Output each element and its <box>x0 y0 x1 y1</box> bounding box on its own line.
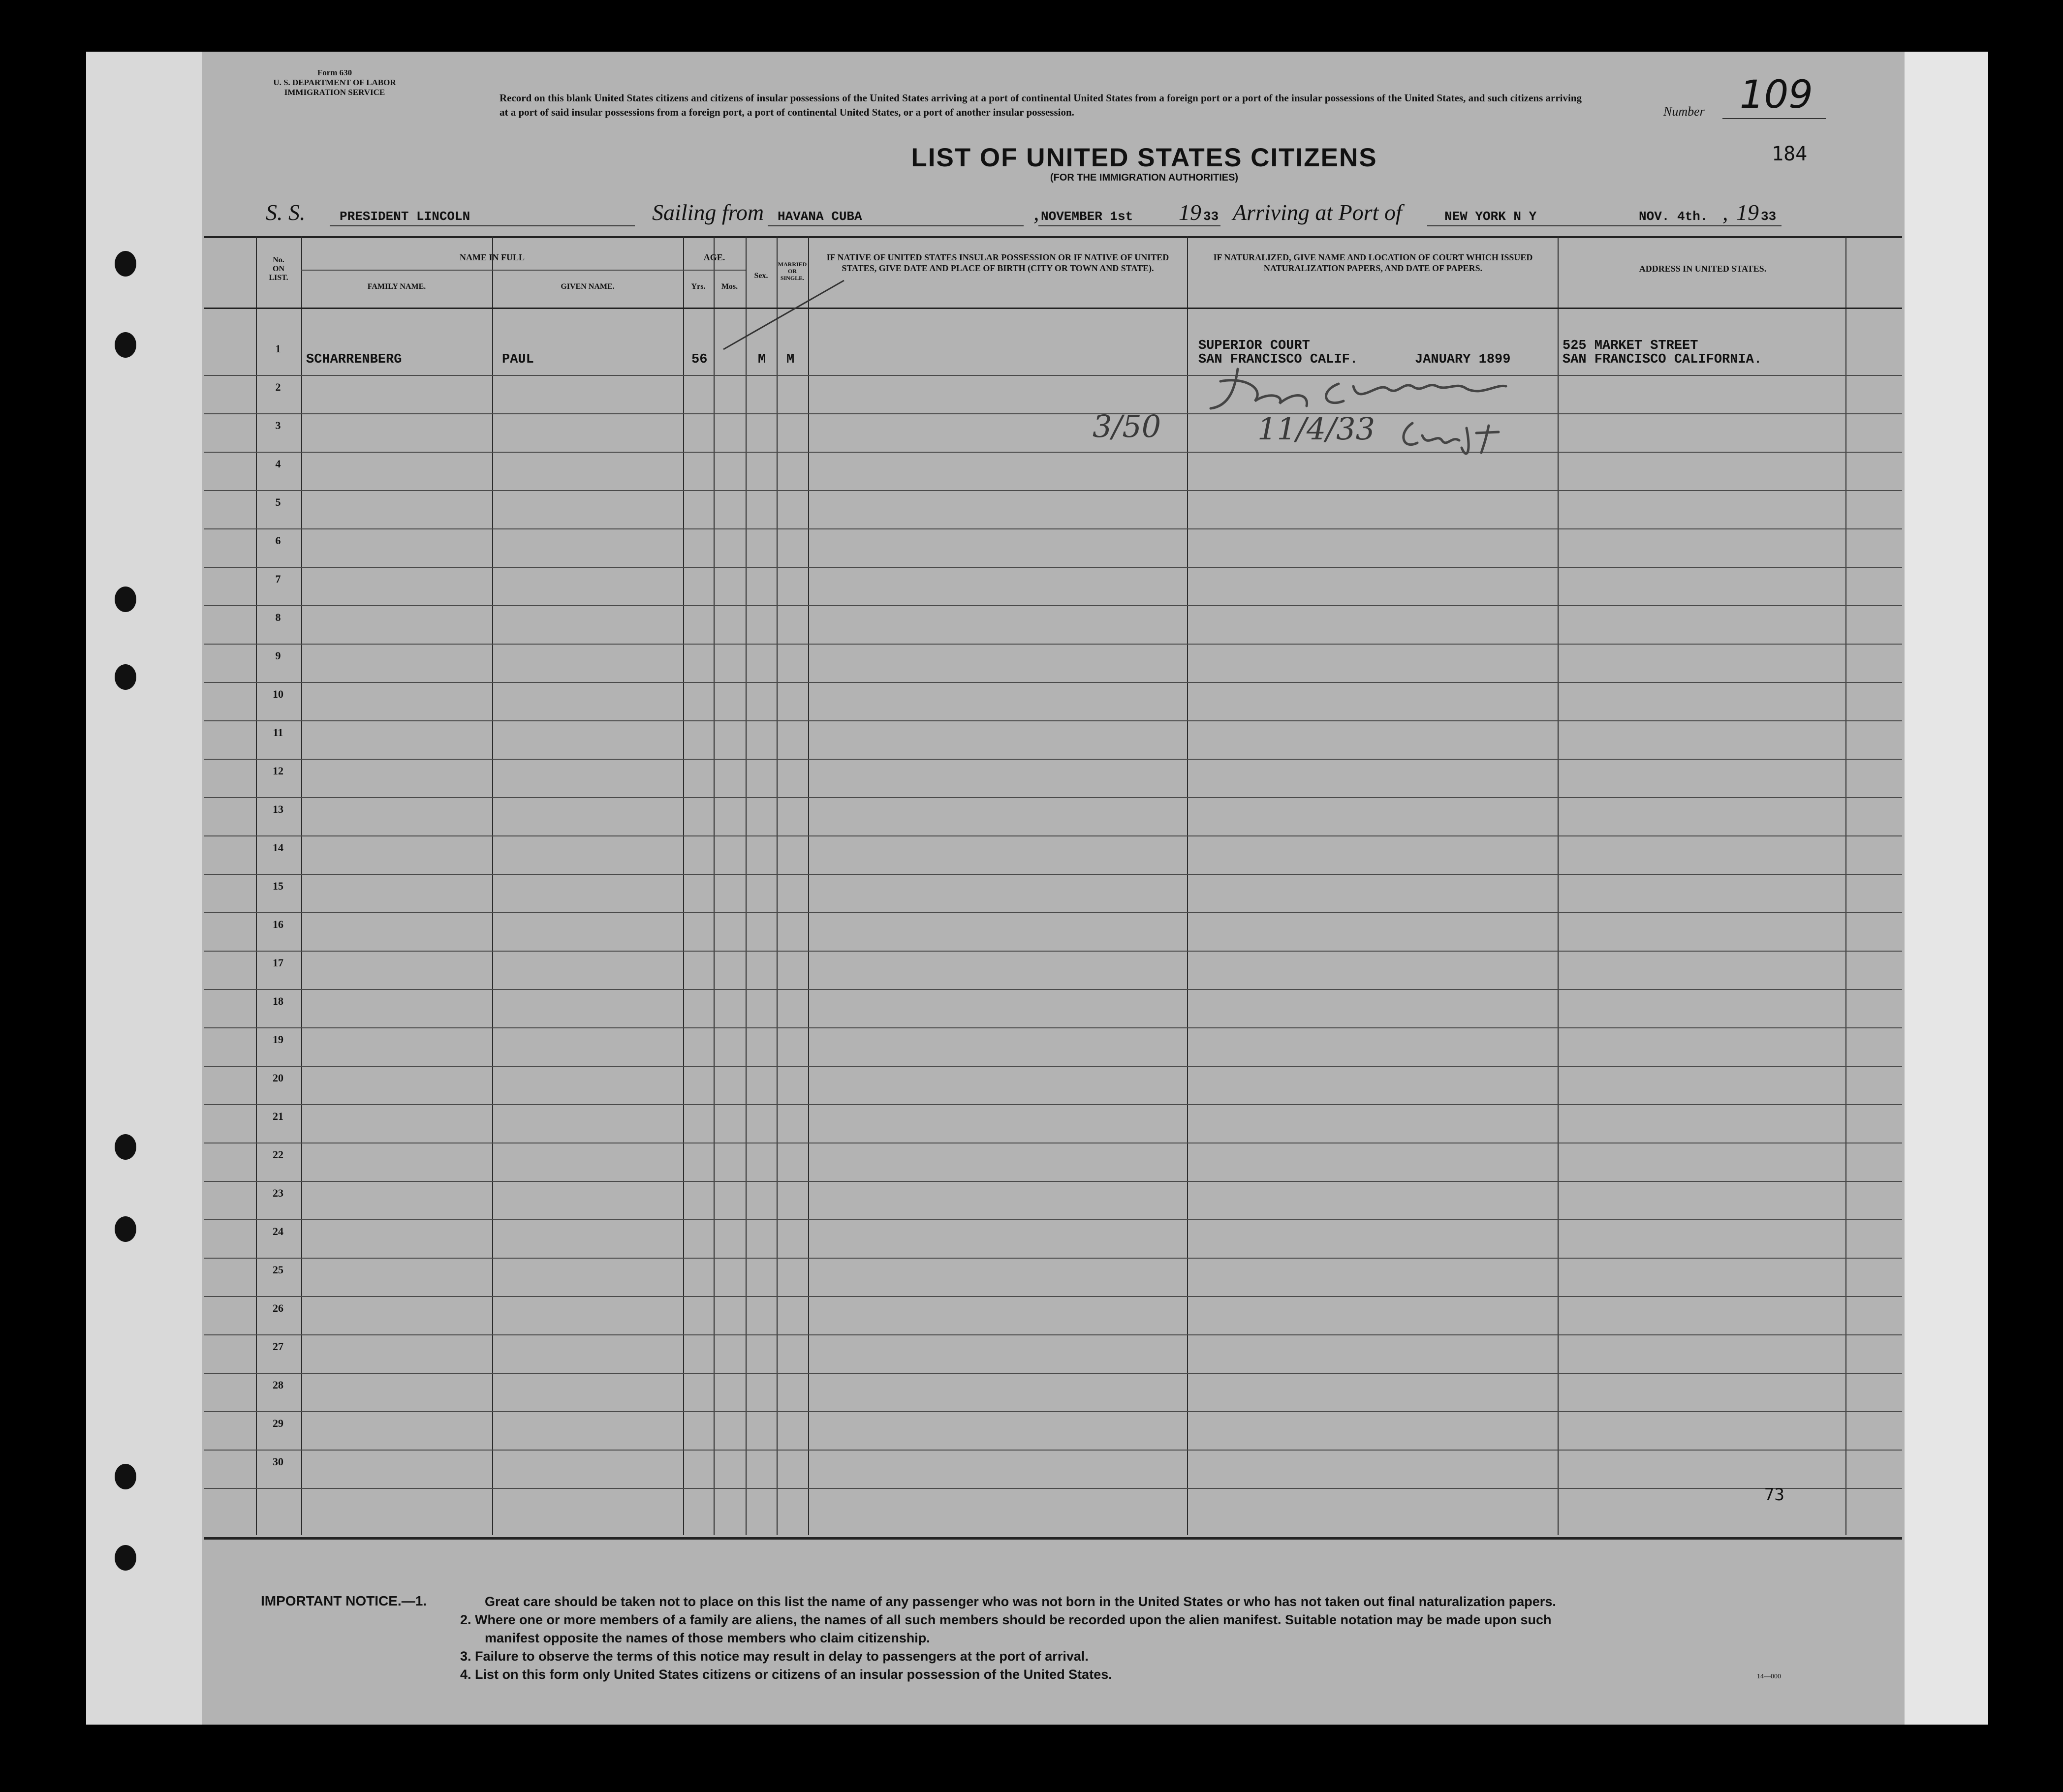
sheet-number: 73 <box>1764 1485 1784 1505</box>
row-rule <box>204 1104 1902 1105</box>
row-rule <box>204 413 1902 414</box>
year-prefix: 19 <box>1179 200 1201 225</box>
row-rule <box>204 452 1902 453</box>
row-number: 28 <box>273 1379 283 1391</box>
ss-label: S. S. <box>266 200 306 225</box>
row-rule <box>204 720 1902 721</box>
diagonal-tick-mark <box>719 276 846 354</box>
header-naturalized: IF NATURALIZED, GIVE NAME AND LOCATION OF COURT WHICH ISSUED NATURALIZATION PAPERS, AND DATE OF PAPERS. <box>1213 252 1533 273</box>
page-title: LIST OF UNITED STATES CITIZENS <box>911 143 1377 172</box>
punch-hole <box>115 1216 136 1242</box>
notice-heading: IMPORTANT NOTICE.—1. <box>261 1593 427 1608</box>
row-number: 25 <box>273 1264 283 1276</box>
row-number: 12 <box>273 765 283 777</box>
entry-address-line2: SAN FRANCISCO CALIFORNIA. <box>1563 352 1762 367</box>
row-number: 16 <box>273 918 283 930</box>
row-rule <box>204 528 1902 529</box>
column-divider <box>683 236 684 1535</box>
row-number: 23 <box>273 1187 283 1199</box>
arrival-year-prefix: 19 <box>1736 200 1759 225</box>
form-identifier: Form 630 U. S. DEPARTMENT OF LABOR IMMIGRATION SERVICE <box>273 68 396 97</box>
header-age: AGE. <box>703 252 725 262</box>
number-label: Number <box>1663 104 1705 119</box>
comma: , <box>1722 200 1728 225</box>
entry-court-date: JANUARY 1899 <box>1415 352 1511 367</box>
row-number: 5 <box>275 496 281 508</box>
arrival-date-underline <box>1634 225 1782 226</box>
row-rule <box>204 797 1902 798</box>
row-number: 1 <box>275 342 281 355</box>
header-sex: Sex. <box>754 272 768 280</box>
row-rule <box>204 989 1902 990</box>
row-number: 15 <box>273 880 283 892</box>
entry-court-line1: SUPERIOR COURT <box>1198 339 1310 353</box>
entry-family-name: SCHARRENBERG <box>306 352 402 367</box>
row-number: 30 <box>273 1455 283 1468</box>
column-divider <box>1558 236 1559 1535</box>
column-divider <box>808 236 809 1535</box>
row-number: 14 <box>273 841 283 854</box>
arrival-year: 33 <box>1761 209 1777 224</box>
notice-item-2-cont: manifest opposite the names of those members who claim citizenship. <box>485 1631 930 1645</box>
entry-age-years: 56 <box>691 352 708 367</box>
entry-address-line1: 525 MARKET STREET <box>1563 339 1698 353</box>
row-number: 22 <box>273 1148 283 1161</box>
row-rule <box>204 912 1902 913</box>
page-subtitle: (FOR THE IMMIGRATION AUTHORITIES) <box>1050 172 1239 183</box>
punch-hole <box>115 332 136 358</box>
arrival-port-underline <box>1427 225 1634 226</box>
punch-hole <box>115 1134 136 1160</box>
row-rule <box>204 1181 1902 1182</box>
entry-sex: M <box>758 352 766 367</box>
header-mos: Mos. <box>721 282 738 291</box>
handwritten-code: 3/50 <box>1093 408 1161 444</box>
header-address: ADDRESS IN UNITED STATES. <box>1639 264 1767 274</box>
arrival-port: NEW YORK N Y <box>1444 209 1537 224</box>
page-number: 184 <box>1772 143 1808 165</box>
row-rule <box>204 375 1902 376</box>
sailing-date: NOVEMBER 1st <box>1041 209 1133 224</box>
entry-given-name: PAUL <box>502 352 534 367</box>
row-number: 27 <box>273 1340 283 1353</box>
column-divider <box>492 236 493 1535</box>
comma: , <box>1033 200 1039 225</box>
row-rule <box>204 644 1902 645</box>
row-rule <box>204 835 1902 836</box>
header-family-name: FAMILY NAME. <box>367 282 426 291</box>
row-rule <box>204 605 1902 606</box>
left-margin-strip <box>86 52 202 1725</box>
row-number: 7 <box>275 573 281 585</box>
sailing-year: 33 <box>1203 209 1219 224</box>
column-divider <box>301 236 302 1535</box>
row-number: 3 <box>275 419 281 432</box>
row-rule <box>204 874 1902 875</box>
row-number: 20 <box>273 1072 283 1084</box>
row-rule <box>204 1258 1902 1259</box>
header-bottom-rule <box>204 308 1902 309</box>
passenger-table <box>204 236 1902 1540</box>
header-subdivider <box>301 270 683 271</box>
row-rule <box>204 1219 1902 1220</box>
punch-hole <box>115 587 136 612</box>
row-rule <box>204 490 1902 491</box>
row-number: 6 <box>275 534 281 547</box>
row-number: 18 <box>273 995 283 1007</box>
row-rule <box>204 1411 1902 1412</box>
entry-marital-status: M <box>786 352 795 367</box>
row-number: 21 <box>273 1110 283 1122</box>
notice-item-3: 3. Failure to observe the terms of this notice may result in delay to passengers at the port of arrival. <box>460 1649 1089 1664</box>
punch-hole <box>115 1545 136 1571</box>
row-number: 29 <box>273 1417 283 1429</box>
record-instructions: Record on this blank United States citizens and citizens of insular possessions of the United States arriving at a port of continental United States from a foreign port or a port of the insular possessions of the United States, and such citizens arriving at a port of said insular possessions from a foreign port, a port of continental United States, or a port of another insular possession. <box>500 92 1582 118</box>
row-number: 2 <box>275 381 281 393</box>
row-number: 8 <box>275 611 281 623</box>
sailing-label: Sailing from <box>652 200 764 225</box>
column-divider <box>714 236 715 1535</box>
row-number: 26 <box>273 1302 283 1314</box>
form-code: 14—000 <box>1757 1673 1781 1680</box>
row-rule <box>204 1296 1902 1297</box>
row-rule <box>204 1334 1902 1335</box>
notice-item-1: Great care should be taken not to place on this list the name of any passenger who was not born in the United States or who has not taken out final naturalization papers. <box>485 1594 1556 1609</box>
ship-name: PRESIDENT LINCOLN <box>340 209 470 224</box>
punch-hole <box>115 251 136 277</box>
header-no-on-list: No. ON LIST. <box>269 256 288 282</box>
arriving-label: Arriving at Port of <box>1233 200 1402 225</box>
punch-hole <box>115 1464 136 1489</box>
departure-underline <box>768 225 1024 226</box>
notice-item-2: 2. Where one or more members of a family are aliens, the names of all such members should be recorded upon the alien manifest. Suitable notation may be made upon such <box>460 1612 1552 1627</box>
row-rule <box>204 951 1902 952</box>
header-subdivider <box>683 270 746 271</box>
row-number: 13 <box>273 803 283 815</box>
row-rule <box>204 1027 1902 1028</box>
header-yrs: Yrs. <box>691 282 706 291</box>
row-rule <box>204 1066 1902 1067</box>
row-rule <box>204 759 1902 760</box>
handwritten-initials <box>1393 413 1516 458</box>
column-divider <box>777 236 778 1535</box>
right-margin-strip <box>1905 52 1988 1725</box>
notice-item-4: 4. List on this form only United States citizens or citizens of an insular possession of the United States. <box>460 1667 1112 1682</box>
punch-hole <box>115 664 136 690</box>
row-rule <box>204 1373 1902 1374</box>
arrival-date: NOV. 4th. <box>1639 209 1708 224</box>
column-divider <box>746 236 747 1535</box>
sailing-date-underline <box>1038 225 1220 226</box>
header-married-single: MARRIED OR SINGLE. <box>778 261 807 281</box>
header-name-in-full: NAME IN FULL <box>459 252 525 262</box>
row-rule <box>204 1450 1902 1451</box>
row-rule <box>204 567 1902 568</box>
row-number: 9 <box>275 649 281 662</box>
entry-court-line2: SAN FRANCISCO CALIF. <box>1198 352 1358 367</box>
ship-underline <box>330 225 635 226</box>
departure-port: HAVANA CUBA <box>778 209 862 224</box>
column-divider <box>1187 236 1188 1535</box>
row-number: 19 <box>273 1033 283 1046</box>
row-number: 17 <box>273 957 283 969</box>
row-number: 10 <box>273 688 283 700</box>
row-rule <box>204 1488 1902 1489</box>
row-number: 11 <box>273 726 283 739</box>
header-given-name: GIVEN NAME. <box>561 282 615 291</box>
row-number: 24 <box>273 1225 283 1237</box>
list-number: 109 <box>1740 73 1813 117</box>
row-rule <box>204 682 1902 683</box>
column-divider <box>1845 236 1846 1535</box>
handwritten-signature <box>1191 362 1535 416</box>
row-number: 4 <box>275 458 281 470</box>
header-native-birth: IF NATIVE OF UNITED STATES INSULAR POSSESSION OR IF NATIVE OF UNITED STATES, GIVE DATE AND PLACE OF BIRTH (CITY OR TOWN AND STATE). <box>826 252 1169 273</box>
handwritten-date: 11/4/33 <box>1257 411 1375 447</box>
number-underline <box>1722 118 1826 119</box>
